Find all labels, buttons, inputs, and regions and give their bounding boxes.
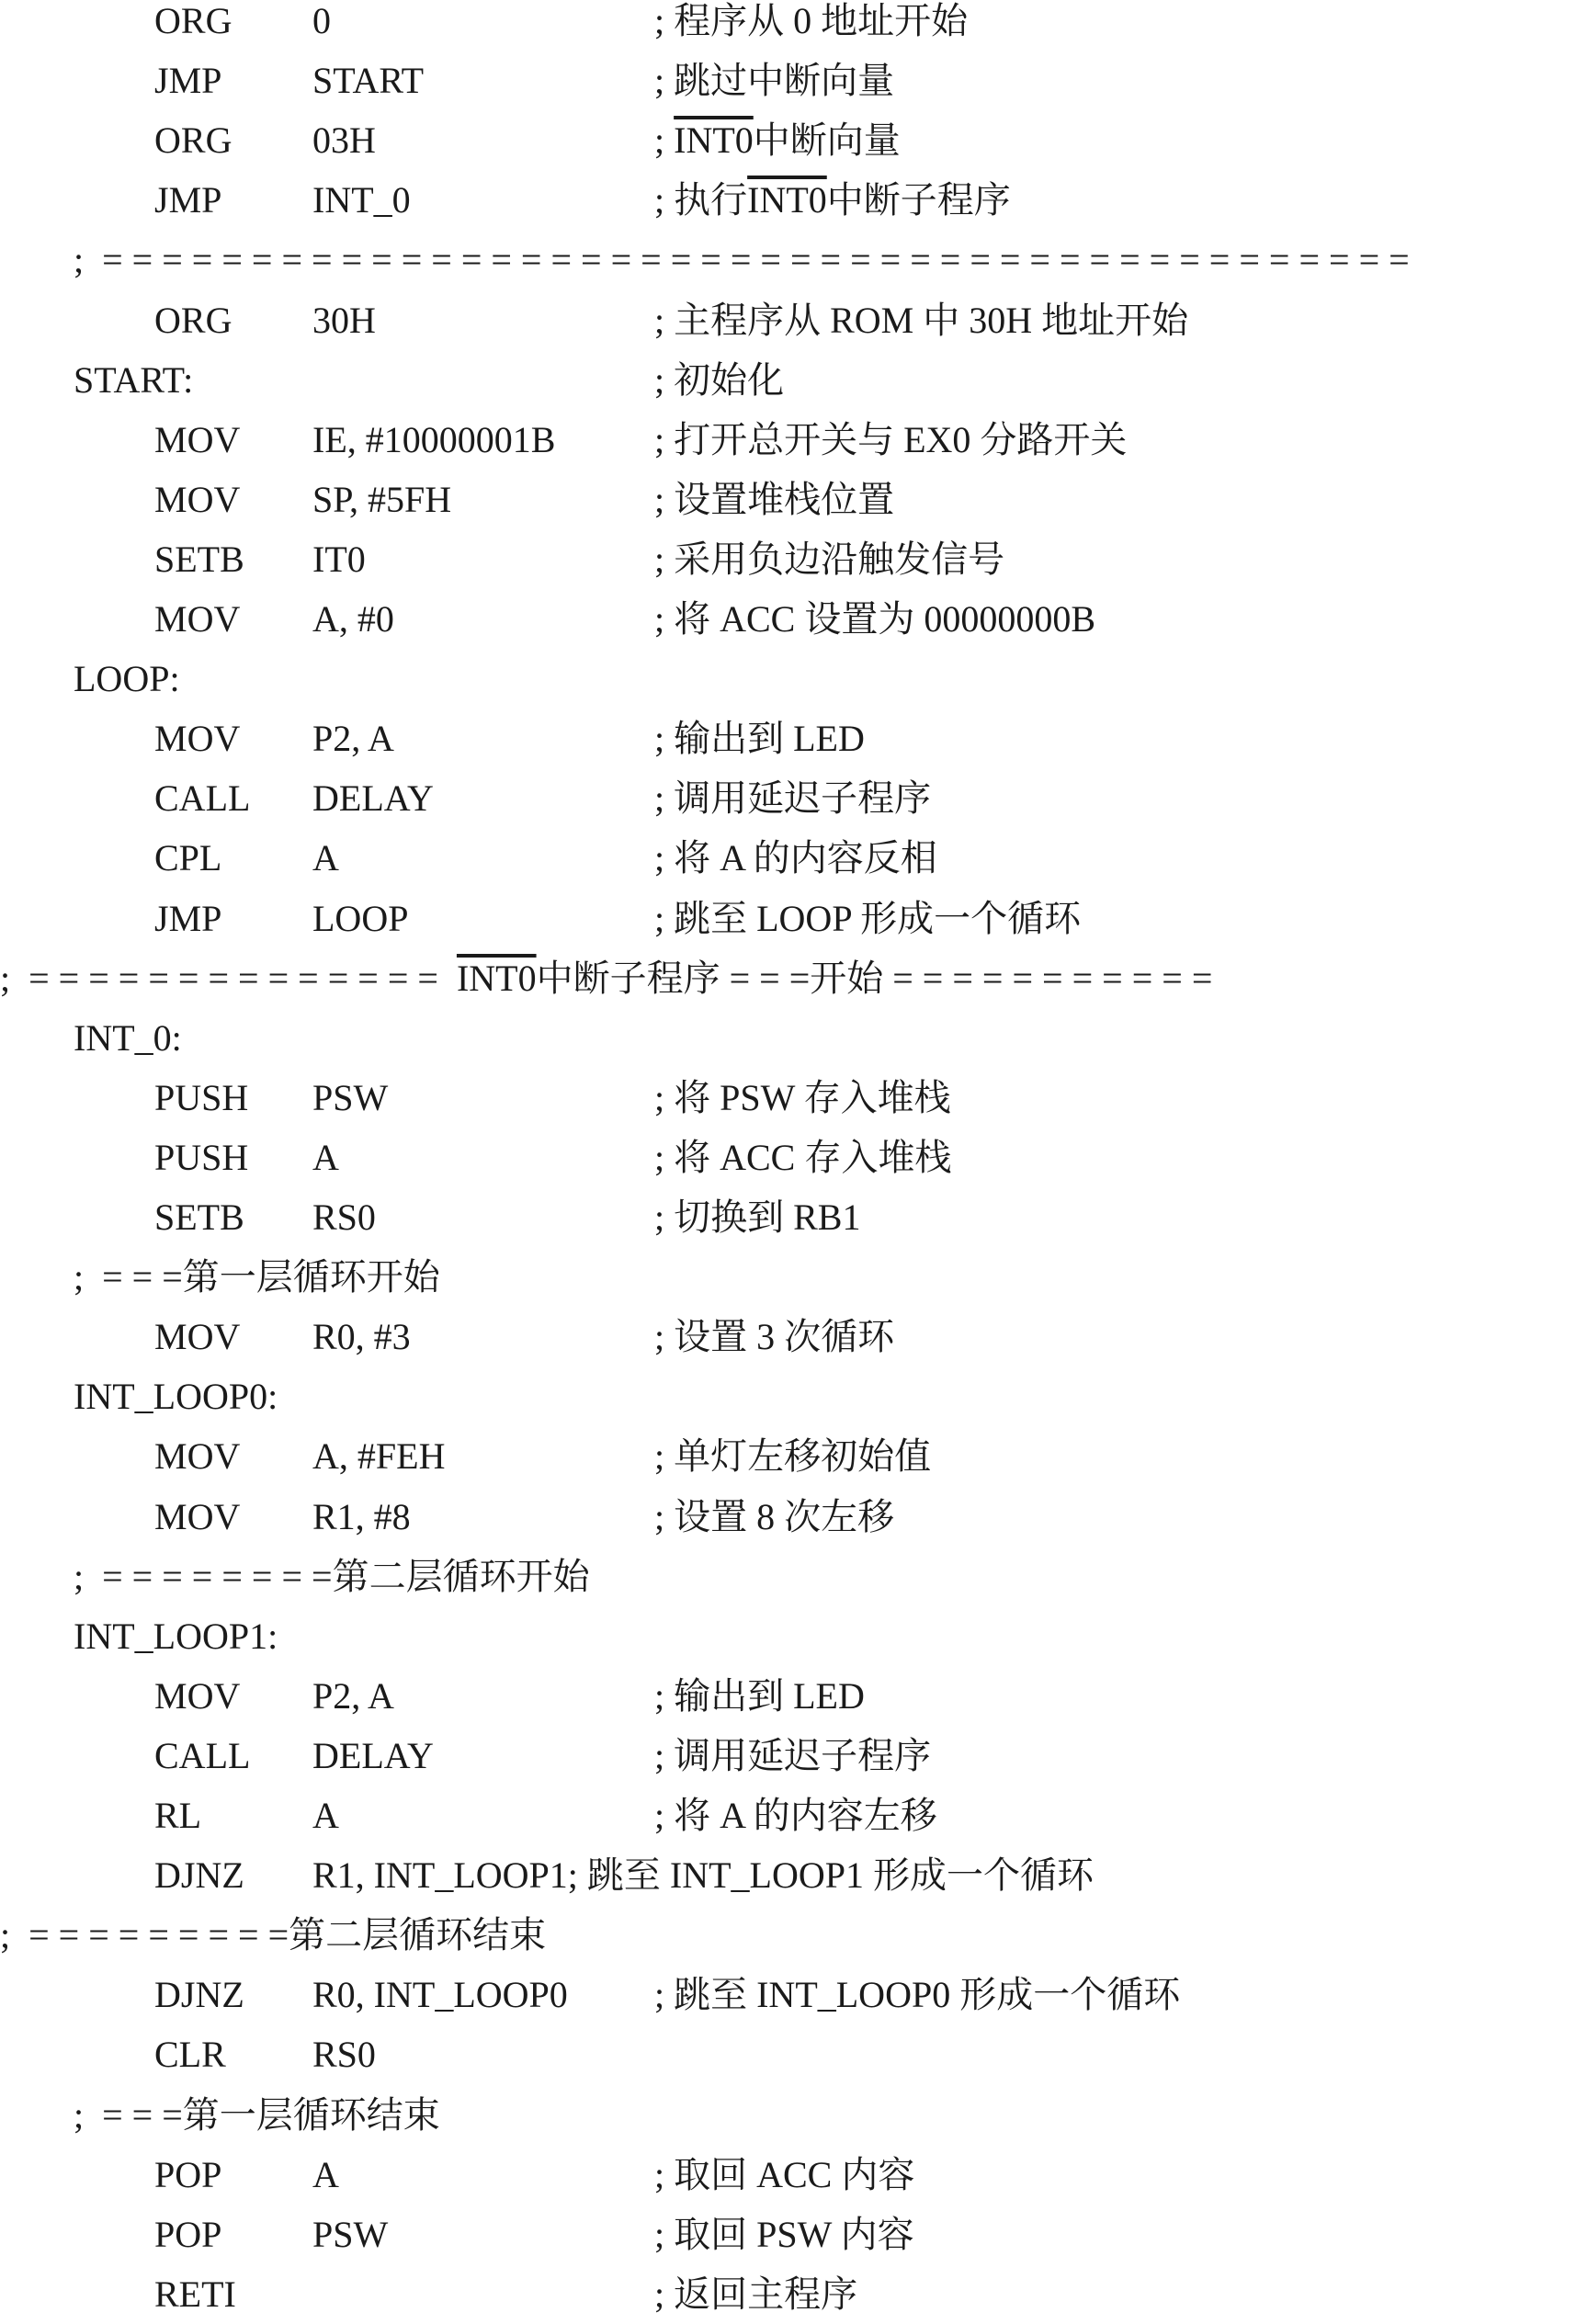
mnemonic: PUSH xyxy=(154,1136,249,1178)
comment: ; 调用延迟子程序 xyxy=(654,777,932,820)
mnemonic: MOV xyxy=(154,478,241,520)
operand: P2, A xyxy=(312,718,394,760)
mnemonic: JMP xyxy=(154,60,222,102)
operand: START xyxy=(312,60,425,102)
operand: DELAY xyxy=(312,1734,434,1776)
code-line xyxy=(0,350,1588,410)
code-line xyxy=(0,2205,1588,2264)
section-divider: ; = = = = = = = = = = = = = = = = = = = = = = = = = = = = = = = = = = = = = = = = = = = = xyxy=(74,239,1410,281)
comment-prefix: ; xyxy=(654,119,675,162)
mnemonic: MOV xyxy=(154,598,241,640)
code-line xyxy=(0,290,1588,350)
comment: ; 将 A 的内容左移 xyxy=(654,1795,937,1836)
code-line xyxy=(0,1247,1588,1307)
code-line xyxy=(0,768,1588,828)
mnemonic: DJNZ xyxy=(154,1974,244,2016)
mnemonic: MOV xyxy=(154,718,241,760)
mnemonic: SETB xyxy=(154,538,244,580)
code-line xyxy=(0,0,1588,51)
comment: ; 调用延迟子程序 xyxy=(654,1734,932,1776)
code-line xyxy=(0,1547,1588,1606)
mnemonic: PUSH xyxy=(154,1076,249,1118)
comment: ; 设置 8 次左移 xyxy=(654,1495,895,1537)
code-line xyxy=(0,170,1588,230)
banner-prefix: ; = = = = = = = = = = = = = = xyxy=(0,957,457,999)
code-line xyxy=(0,51,1588,110)
code-line xyxy=(0,1965,1588,2024)
code-line xyxy=(0,1666,1588,1726)
code-line xyxy=(0,2145,1588,2205)
operand: A xyxy=(312,837,339,879)
operand: R1, #8 xyxy=(312,1495,411,1537)
code-line xyxy=(0,410,1588,470)
operand: SP, #5FH xyxy=(312,478,452,520)
code-label: START: xyxy=(74,358,194,401)
code-line xyxy=(0,1128,1588,1187)
operand: PSW xyxy=(312,1076,389,1118)
mnemonic: CALL xyxy=(154,1734,251,1776)
operand: INT_0 xyxy=(312,179,411,221)
mnemonic: SETB xyxy=(154,1196,244,1238)
comment: ; 将 ACC 设置为 00000000B xyxy=(654,598,1096,640)
code-line xyxy=(0,1008,1588,1068)
operand: A, #0 xyxy=(312,598,394,640)
code-label: INT_LOOP0: xyxy=(74,1376,278,1418)
comment: ; 跳至 LOOP 形成一个循环 xyxy=(654,897,1082,939)
mnemonic: POP xyxy=(154,2153,222,2195)
banner-prefix: ; = = = = = = = = =第二层循环结束 xyxy=(0,1914,547,1956)
comment: ; 将 PSW 存入堆栈 xyxy=(654,1076,951,1118)
code-line xyxy=(0,1068,1588,1128)
section-banner xyxy=(0,948,1212,1008)
comment: ; 程序从 0 地址开始 xyxy=(654,0,969,41)
comment: ; 取回 ACC 内容 xyxy=(654,2153,915,2195)
comment: ; 采用负边沿触发信号 xyxy=(654,538,1005,580)
operand: P2, A xyxy=(312,1674,394,1717)
comment: ; 跳至 INT_LOOP0 形成一个循环 xyxy=(654,1974,1181,2016)
comment xyxy=(654,170,1011,230)
comment-suffix: 中断向量 xyxy=(753,119,901,162)
operand: RS0 xyxy=(312,1196,376,1238)
comment: ; 输出到 LED xyxy=(654,1674,865,1717)
mnemonic: JMP xyxy=(154,179,222,221)
code-line xyxy=(0,2024,1588,2084)
section-divider: ; = = = = = = = =第二层循环开始 xyxy=(74,1555,590,1597)
code-line xyxy=(0,709,1588,768)
operand: A xyxy=(312,1136,339,1178)
comment: ; 设置 3 次循环 xyxy=(654,1316,895,1358)
comment-prefix: ; 执行 xyxy=(654,179,748,221)
code-line xyxy=(0,230,1588,289)
operand: 03H xyxy=(312,119,376,162)
comment: ; 返回主程序 xyxy=(654,2273,858,2315)
comment xyxy=(654,110,901,170)
operand: LOOP xyxy=(312,897,409,939)
code-line xyxy=(0,1726,1588,1786)
overlined-signal: INT0 xyxy=(674,119,754,162)
mnemonic: CALL xyxy=(154,777,251,820)
overlined-signal: INT0 xyxy=(456,957,537,999)
comment: ; 将 ACC 存入堆栈 xyxy=(654,1136,952,1178)
mnemonic: ORG xyxy=(154,0,233,41)
code-label: INT_LOOP1: xyxy=(74,1615,278,1657)
operand: RS0 xyxy=(312,2034,376,2076)
code-line xyxy=(0,1426,1588,1486)
code-label: LOOP: xyxy=(74,658,180,700)
mnemonic: MOV xyxy=(154,1316,241,1358)
code-line xyxy=(0,1307,1588,1366)
comment-suffix: 中断子程序 xyxy=(826,179,1011,221)
operand: IT0 xyxy=(312,538,366,580)
code-line xyxy=(0,828,1588,888)
operand: A, #FEH xyxy=(312,1435,446,1478)
code-line xyxy=(0,2264,1588,2324)
comment: ; 主程序从 ROM 中 30H 地址开始 xyxy=(654,299,1189,341)
comment: ; 单灯左移初始值 xyxy=(654,1435,932,1478)
comment: ; 打开总开关与 EX0 分路开关 xyxy=(654,418,1128,460)
comment: ; 将 A 的内容反相 xyxy=(654,837,937,879)
mnemonic: CPL xyxy=(154,837,222,879)
banner-suffix: 中断子程序 = = =开始 = = = = = = = = = = = xyxy=(536,957,1213,999)
comment: ; 取回 PSW 内容 xyxy=(654,2213,914,2255)
operand: DELAY xyxy=(312,777,434,820)
overlined-signal: INT0 xyxy=(747,179,827,221)
mnemonic: RETI xyxy=(154,2273,236,2315)
section-divider: ; = = =第一层循环结束 xyxy=(74,2093,440,2136)
code-line xyxy=(0,470,1588,529)
mnemonic: MOV xyxy=(154,1674,241,1717)
code-line xyxy=(0,110,1588,170)
mnemonic: MOV xyxy=(154,418,241,460)
code-line xyxy=(0,948,1588,1008)
operand: A xyxy=(312,1795,339,1836)
operand: R0, #3 xyxy=(312,1316,411,1358)
comment: ; 跳过中断向量 xyxy=(654,60,895,102)
operand: PSW xyxy=(312,2213,389,2255)
code-line xyxy=(0,1786,1588,1845)
code-line xyxy=(0,1187,1588,1247)
comment: ; 输出到 LED xyxy=(654,718,865,760)
section-divider: ; = = =第一层循环开始 xyxy=(74,1256,440,1298)
code-line xyxy=(0,889,1588,948)
operand: 0 xyxy=(312,0,331,41)
code-line xyxy=(0,649,1588,709)
mnemonic: MOV xyxy=(154,1495,241,1537)
mnemonic: POP xyxy=(154,2213,222,2255)
mnemonic: DJNZ xyxy=(154,1854,244,1897)
code-label: INT_0: xyxy=(74,1016,182,1059)
operand: IE, #10000001B xyxy=(312,418,556,460)
comment: ; 设置堆栈位置 xyxy=(654,478,895,520)
mnemonic: RL xyxy=(154,1795,202,1836)
mnemonic: ORG xyxy=(154,119,233,162)
code-line xyxy=(0,2085,1588,2145)
code-line xyxy=(0,1845,1588,1905)
operand: A xyxy=(312,2153,339,2195)
section-banner xyxy=(0,1905,546,1965)
mnemonic: ORG xyxy=(154,299,233,341)
operand: R0, INT_LOOP0 xyxy=(312,1974,568,2016)
comment: ; 初始化 xyxy=(654,358,785,401)
code-line xyxy=(0,589,1588,649)
mnemonic: MOV xyxy=(154,1435,241,1478)
code-line xyxy=(0,1905,1588,1965)
mnemonic: CLR xyxy=(154,2034,226,2076)
code-line xyxy=(0,1606,1588,1666)
comment: ; 切换到 RB1 xyxy=(654,1196,861,1238)
code-line xyxy=(0,529,1588,589)
operand: 30H xyxy=(312,299,376,341)
mnemonic: JMP xyxy=(154,897,222,939)
code-line xyxy=(0,1366,1588,1426)
code-line xyxy=(0,1487,1588,1547)
operand: R1, INT_LOOP1; 跳至 INT_LOOP1 形成一个循环 xyxy=(312,1854,1094,1897)
